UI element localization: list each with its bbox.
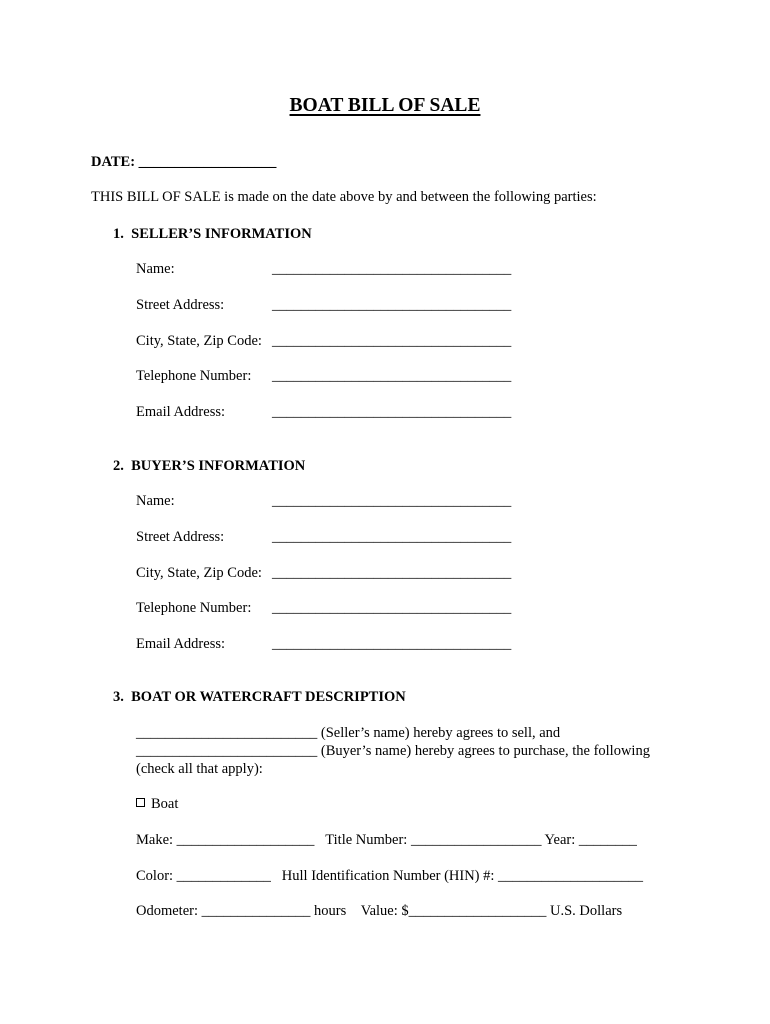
boat-checkbox-label: Boat: [151, 796, 179, 812]
check-instruction: (check all that apply):: [136, 761, 263, 777]
boat-checkbox[interactable]: [136, 798, 145, 807]
seller-name-label: Name:: [136, 261, 175, 277]
buyer-street-label: Street Address:: [136, 529, 225, 545]
seller-city-field[interactable]: _________________________________: [272, 333, 512, 349]
buyer-street-field[interactable]: _________________________________: [272, 529, 512, 545]
seller-email-label: Email Address:: [136, 404, 226, 420]
buyer-email-label: Email Address:: [136, 636, 226, 652]
buyer-heading: 2. BUYER’S INFORMATION: [113, 458, 306, 474]
odometer-value-line[interactable]: Odometer: _______________ hours Value: $___________________ U.S. Dollars: [136, 903, 623, 919]
document-title-text: BOAT BILL OF SALE: [289, 95, 481, 116]
boat-heading: 3. BOAT OR WATERCRAFT DESCRIPTION: [113, 689, 406, 705]
buyer-email-field[interactable]: _________________________________: [272, 636, 512, 652]
date-line[interactable]: DATE: ___________________: [91, 154, 277, 170]
buyer-name-label: Name:: [136, 493, 175, 509]
make-title-year-line[interactable]: Make: ___________________ Title Number: __________________ Year: ________: [136, 832, 637, 848]
seller-city-label: City, State, Zip Code:: [136, 333, 262, 349]
buyer-city-label: City, State, Zip Code:: [136, 565, 262, 581]
buyer-phone-field[interactable]: _________________________________: [272, 600, 512, 616]
seller-phone-label: Telephone Number:: [136, 368, 252, 384]
seller-agreement-line[interactable]: _________________________ (Seller’s name) hereby agrees to sell, and: [136, 725, 561, 741]
seller-name-field[interactable]: _________________________________: [272, 261, 512, 277]
buyer-agreement-line[interactable]: _________________________ (Buyer’s name) hereby agrees to purchase, the following: [136, 743, 650, 759]
buyer-city-field[interactable]: _________________________________: [272, 565, 512, 581]
seller-street-field[interactable]: _________________________________: [272, 297, 512, 313]
buyer-phone-label: Telephone Number:: [136, 600, 252, 616]
seller-street-label: Street Address:: [136, 297, 225, 313]
document-title: [0, 96, 770, 116]
seller-heading: 1. SELLER’S INFORMATION: [113, 226, 312, 242]
color-hin-line[interactable]: Color: _____________ Hull Identification Number (HIN) #: ____________________: [136, 868, 644, 884]
intro-text: THIS BILL OF SALE is made on the date above by and between the following parties:: [91, 189, 597, 205]
seller-phone-field[interactable]: _________________________________: [272, 368, 512, 384]
seller-email-field[interactable]: _________________________________: [272, 404, 512, 420]
boat-checkbox-row[interactable]: [136, 797, 178, 812]
buyer-name-field[interactable]: _________________________________: [272, 493, 512, 509]
